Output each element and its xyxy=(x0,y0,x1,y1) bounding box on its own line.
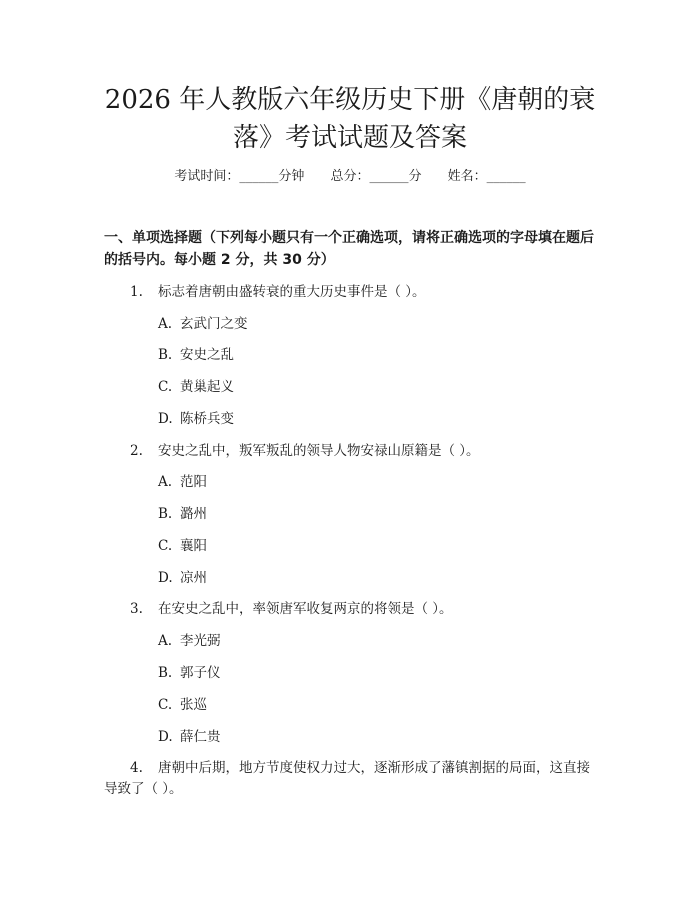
question-stem: 在安史之乱中，率领唐军收复两京的将领是（ ）。 xyxy=(158,601,453,617)
option-text: 范阳 xyxy=(180,474,207,490)
question-3 xyxy=(130,599,453,619)
option-letter: B. xyxy=(158,506,173,522)
exam-title-line-2: 落》考试试题及答案 xyxy=(232,123,467,153)
question-number: 2. xyxy=(130,443,143,459)
option-text: 薛仁贵 xyxy=(180,729,221,745)
option-letter: D. xyxy=(158,411,173,427)
question-1-option-b xyxy=(158,345,234,365)
option-letter: C. xyxy=(158,379,173,395)
question-3-option-a xyxy=(158,631,221,651)
question-2 xyxy=(130,441,480,461)
exam-score-unit: 分 xyxy=(408,169,422,184)
exam-score-blank: ______ xyxy=(369,169,409,184)
question-4 xyxy=(130,758,590,778)
question-2-option-c xyxy=(158,536,207,556)
option-text: 郭子仪 xyxy=(180,665,221,681)
option-letter: D. xyxy=(158,570,173,586)
option-text: 凉州 xyxy=(180,570,207,586)
option-letter: C. xyxy=(158,538,173,554)
question-stem: 安史之乱中，叛军叛乱的领导人物安禄山原籍是（ ）。 xyxy=(158,443,480,459)
option-text: 襄阳 xyxy=(180,538,207,554)
exam-name-blank: ______ xyxy=(486,169,526,184)
question-1-option-d xyxy=(158,409,234,429)
exam-score-label: 总分： xyxy=(330,169,370,184)
question-2-option-a xyxy=(158,472,207,492)
option-text: 玄武门之变 xyxy=(180,316,248,332)
option-letter: A. xyxy=(158,474,173,490)
option-text: 张巡 xyxy=(180,697,207,713)
exam-title-line-1: 2026 年人教版六年级历史下册《唐朝的衰 xyxy=(104,85,596,115)
exam-time-unit: 分钟 xyxy=(278,169,305,184)
question-1-option-c xyxy=(158,377,234,397)
option-letter: B. xyxy=(158,665,173,681)
option-text: 黄巢起义 xyxy=(180,379,234,395)
question-number: 4. xyxy=(130,760,143,776)
option-text: 陈桥兵变 xyxy=(180,411,234,427)
question-number: 1. xyxy=(130,284,143,300)
question-3-option-d xyxy=(158,727,221,747)
exam-name-field xyxy=(448,167,526,187)
option-letter: A. xyxy=(158,316,173,332)
option-letter: D. xyxy=(158,729,173,745)
exam-time-label: 考试时间： xyxy=(174,169,240,184)
question-number: 3. xyxy=(130,601,143,617)
exam-name-label: 姓名： xyxy=(447,169,487,184)
section-heading-line-2: 的括号内。每小题 2 分，共 30 分） xyxy=(104,252,335,268)
exam-time-blank: ______ xyxy=(239,169,279,184)
option-text: 李光弼 xyxy=(180,633,221,649)
question-1-option-a xyxy=(158,314,248,334)
option-letter: B. xyxy=(158,347,173,363)
option-letter: A. xyxy=(158,633,173,649)
question-2-option-b xyxy=(158,504,207,524)
question-stem: 唐朝中后期，地方节度使权力过大，逐渐形成了藩镇割据的局面，这直接 xyxy=(158,760,590,776)
exam-meta xyxy=(0,167,700,187)
option-letter: C. xyxy=(158,697,173,713)
option-text: 潞州 xyxy=(180,506,207,522)
section-heading-line-1: 一、单项选择题（下列每小题只有一个正确选项，请将正确选项的字母填在题后 xyxy=(104,230,594,246)
question-4-continuation: 导致了（ ）。 xyxy=(104,781,183,797)
question-3-option-b xyxy=(158,663,221,683)
question-3-option-c xyxy=(158,695,207,715)
option-text: 安史之乱 xyxy=(180,347,234,363)
question-stem: 标志着唐朝由盛转衰的重大历史事件是（ ）。 xyxy=(158,284,426,300)
question-1 xyxy=(130,282,426,302)
question-2-option-d xyxy=(158,568,207,588)
exam-score-field xyxy=(330,167,421,187)
exam-time-field xyxy=(174,167,304,187)
